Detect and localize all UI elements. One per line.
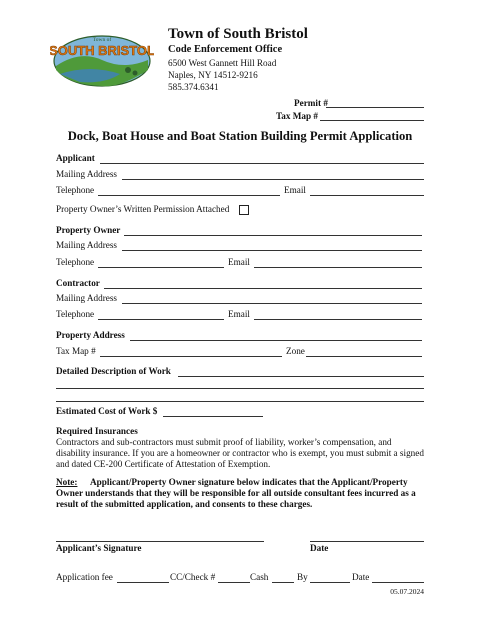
logo-text: SOUTH BRISTOL xyxy=(50,43,154,58)
office-name: Code Enforcement Office xyxy=(168,44,283,55)
note-prefix: Note: xyxy=(56,477,78,487)
contractor-email-field[interactable] xyxy=(254,311,422,320)
contractor-mailing-field[interactable] xyxy=(122,295,422,304)
owner-email-label: Email xyxy=(228,257,250,267)
contractor-label: Contractor xyxy=(56,278,100,288)
permit-number-label: Permit # xyxy=(294,98,328,108)
applicant-signature-field[interactable] xyxy=(56,533,264,542)
description-label: Detailed Description of Work xyxy=(56,366,171,376)
description-field-line-2[interactable] xyxy=(56,380,424,389)
applicant-email-label: Email xyxy=(284,185,306,195)
contractor-email-label: Email xyxy=(228,309,250,319)
address-line-1: 6500 West Gannett Hill Road xyxy=(168,58,277,68)
applicant-label: Applicant xyxy=(56,153,95,163)
town-logo xyxy=(50,30,154,88)
check-number-field[interactable] xyxy=(218,574,250,583)
cash-label: Cash xyxy=(250,572,269,582)
signature-date-label: Date xyxy=(310,543,329,553)
insurance-heading: Required Insurances xyxy=(56,426,138,436)
property-taxmap-field[interactable] xyxy=(100,348,282,357)
description-field-line-3[interactable] xyxy=(56,393,424,402)
permit-taxmap-label: Tax Map # xyxy=(275,111,318,121)
cash-field[interactable] xyxy=(272,574,294,583)
owner-mailing-label: Mailing Address xyxy=(56,240,117,250)
version-date: 05.07.2024 xyxy=(390,587,424,596)
property-address-field[interactable] xyxy=(130,332,422,341)
applicant-telephone-field[interactable] xyxy=(98,187,280,196)
applicant-mailing-field[interactable] xyxy=(122,171,424,180)
note-body: Applicant/Property Owner signature below indicates that the Applicant/Property Owner understands that they will be responsible for all outside consultant fees incurred as a result of the submitted application, and consents to these charges. xyxy=(56,477,416,510)
cost-field[interactable] xyxy=(163,408,263,417)
applicant-telephone-label: Telephone xyxy=(56,185,95,195)
insurance-body: Contractors and sub-contractors must submit proof of liability, worker’s compensation, and disability insurance. If you are a homeowner or contractor who is exempt, you must submit a signed and dated CE-200 Certificate of Attestation of Exemption. xyxy=(56,437,424,470)
permit-number-field[interactable] xyxy=(326,99,424,108)
property-address-label: Property Address xyxy=(56,330,125,340)
applicant-mailing-label: Mailing Address xyxy=(56,169,117,179)
owner-name-field[interactable] xyxy=(124,227,422,236)
address-line-2: Naples, NY 14512-9216 xyxy=(168,70,258,80)
by-label: By xyxy=(297,572,308,582)
by-field[interactable] xyxy=(310,574,350,583)
contractor-telephone-field[interactable] xyxy=(98,311,224,320)
owner-mailing-field[interactable] xyxy=(122,242,422,251)
owner-telephone-field[interactable] xyxy=(98,259,224,268)
phone-number: 585.374.6341 xyxy=(168,82,219,92)
application-fee-field[interactable] xyxy=(117,574,169,583)
property-taxmap-label: Tax Map # xyxy=(56,346,96,356)
applicant-name-field[interactable] xyxy=(100,155,424,164)
contractor-name-field[interactable] xyxy=(104,280,422,289)
permit-taxmap-field[interactable] xyxy=(320,112,424,121)
owner-telephone-label: Telephone xyxy=(56,257,95,267)
fee-date-label: Date xyxy=(352,572,370,582)
permission-label: Property Owner’s Written Permission Attached xyxy=(56,204,230,214)
permission-checkbox[interactable] xyxy=(239,205,249,215)
form-title: Dock, Boat House and Boat Station Building Permit Application xyxy=(67,129,413,143)
owner-email-field[interactable] xyxy=(254,259,422,268)
owner-label: Property Owner xyxy=(56,225,121,235)
applicant-email-field[interactable] xyxy=(310,187,424,196)
zone-label: Zone xyxy=(286,346,305,356)
check-number-label: CC/Check # xyxy=(170,572,216,582)
description-field-line-1[interactable] xyxy=(178,368,424,377)
contractor-mailing-label: Mailing Address xyxy=(56,293,117,303)
application-fee-label: Application fee xyxy=(56,572,113,582)
signature-label: Applicant’s Signature xyxy=(56,543,142,553)
zone-field[interactable] xyxy=(306,348,422,357)
cost-label: Estimated Cost of Work $ xyxy=(56,406,158,416)
fee-date-field[interactable] xyxy=(372,574,424,583)
logo-top-text: Town of xyxy=(92,37,112,43)
signature-date-field[interactable] xyxy=(310,533,424,542)
contractor-telephone-label: Telephone xyxy=(56,309,95,319)
org-name: Town of South Bristol xyxy=(168,26,308,42)
